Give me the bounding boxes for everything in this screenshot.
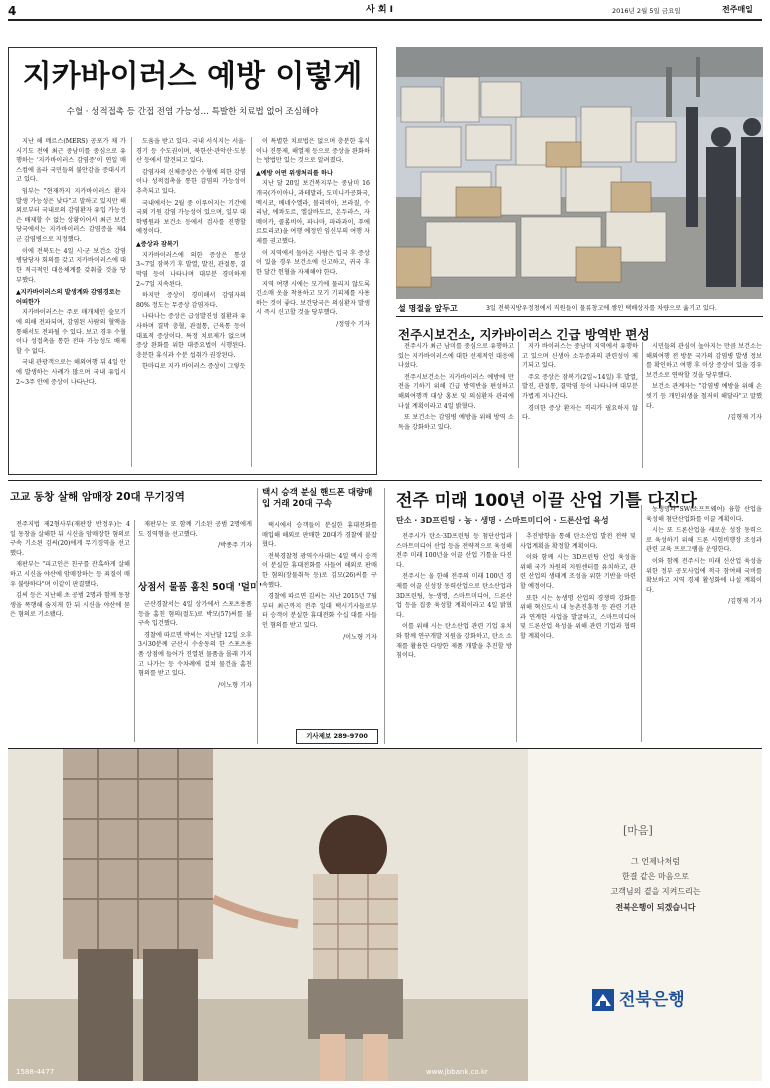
zika-paragraph: 지난 달 20일 보건복지부는 중남미 16개국(가이아나, 과테말라, 도미니카공화국, 멕시코, 베네수엘라, 볼리비아, 브라질, 수리남, 에콰도르, 엘살바도르, 온두라스, 자메이카, 콜롬비아, 파나마, 파라과이, 푸에르토리코)을 여행 예정인 임신부의 여행 자제를 권고했다. xyxy=(256,180,370,246)
photo-illustration xyxy=(396,47,763,299)
section-rule xyxy=(396,316,763,317)
murder-paragraph: 전주지법 제2형사부(재판장 반정우)는 4일 동창을 살해한 뒤 시신을 암매장한 혐의로 구속 기소된 김씨(20)에게 무기징역을 선고했다. xyxy=(10,521,130,557)
zika-paragraph: 이 지역에서 돌아온 사람은 입국 후 증상이 있을 경우 보건소에 신고하고, 귀국 후 한 달간 헌혈을 자제해야 한다. xyxy=(256,249,370,276)
ad-line: 고객님의 곁을 지켜드리는 xyxy=(610,887,701,897)
zika-paragraph: 국내 관광객으로는 해외여행 뒤 4일 안에 발생하는 사례가 많으며 국내 유입시 2~3주 안에 증상이 나타난다. xyxy=(16,359,126,386)
zika-paragraph: 이 특별한 치료법은 없으며 충분한 휴식이나 진통제, 해열제 등으로 증상을 완화하는 방법만 있는 것으로 알려졌다. xyxy=(256,138,370,165)
bank-logo-icon xyxy=(592,989,614,1011)
news-photo xyxy=(396,47,763,299)
health-paragraph: 또 보건소는 감염병 예방을 위해 방역 소독을 강화하고 있다. xyxy=(398,414,514,431)
photo-caption-title: 설 명절을 앞두고 xyxy=(398,304,458,313)
taxi-paragraph: 택시에서 승객들이 분실한 휴대전화를 매입해 해외로 판매한 20대가 경찰에 붙잡혔다. xyxy=(262,522,377,549)
middle-rule xyxy=(8,480,762,481)
theft-column xyxy=(138,600,252,744)
taxi-paragraph: 전북경찰청 광역수사대는 4일 택시 승객이 분실한 휴대전화를 사들여 해외로 판매한 혐의(장물취득 등)로 김모(26)씨를 구속했다. xyxy=(262,552,377,589)
zika-column-3 xyxy=(256,137,370,469)
murder-column-2 xyxy=(138,520,252,570)
industry-paragraph: 전주시가 탄소·3D프린팅 등 첨단산업과 스마트미디어 산업 등을 전략적으로 육성해 전주 미래 100년을 이끌 산업 기틀을 다진다. xyxy=(396,533,512,569)
zika-paragraph: 임부는 "현재까지 지카바이러스 환자 발생 가능성은 낮다"고 말하고 있지만 해외로부터 국내로의 감염환자 유입 가능성은 배제할 수 없는 상황이어서 최근 보건당국에서는 지카바이러스 감염증을 제4군 감염병으로 지정했다. xyxy=(16,188,126,244)
industry-paragraph: 전주시는 올 한해 전주의 미래 100년 경제를 이끌 신성장 동력산업으로 탄소산업과 3D프린팅, 농·생명, 스마트미디어, 드론산업 등을 집중 육성할 계획이라고 4일 밝혔다. xyxy=(396,573,512,619)
column-divider xyxy=(642,342,643,468)
industry-column-2 xyxy=(520,532,636,744)
ad-heading: [마음] xyxy=(623,824,653,837)
zika-paragraph: 지카바이러스에 의한 증상은 통상 3~7일 잠복기 후 발열, 발진, 관절통, 결막염 등이 나타나며 대부분 경미하게 2~7일 지속된다. xyxy=(136,251,246,288)
zika-subheading: ▲예방 어떤 위생처리를 하나 xyxy=(256,169,333,177)
health-byline: /김형재 기자 xyxy=(728,414,762,422)
zika-paragraph: 한마디로 지카 바이러스 증상이 그렇듯 xyxy=(142,363,246,371)
health-headline: 전주시보건소, 지카바이러스 긴급 방역반 편성 xyxy=(398,327,650,342)
health-paragraph: 보건소 관계자는 "감염병 예방을 위해 손씻기 등 개인위생을 철저히 해달라"고 말했다. xyxy=(646,383,762,410)
murder-byline: /박종주 기자 xyxy=(218,542,252,550)
theft-headline: 상점서 물품 훔친 50대 '덜미' xyxy=(138,582,263,593)
column-divider xyxy=(516,532,517,742)
industry-paragraph: 이와 함께 전주시는 미래 신산업 육성을 위한 정부 공모사업에 적극 참여해 국비를 확보하고 지역 경제 활성화에 나설 계획이다. xyxy=(646,558,762,594)
industry-paragraph: 이와 함께 시는 3D프린팅 산업 육성을 위해 국가 차원의 지원센터를 유치하고, 관련 산업의 생태계 조성을 위한 기반을 마련할 예정이다. xyxy=(520,554,636,591)
health-paragraph: 전주시보건소는 지카바이러스 예방에 만전을 기하기 위해 긴급 방역반을 편성하고 해외여행객 대상 홍보 및 의심환자 관리에 나설 계획이라고 4일 밝혔다. xyxy=(398,373,514,410)
column-divider xyxy=(641,505,642,742)
bank-logo xyxy=(592,987,685,1013)
zika-column-2 xyxy=(136,137,246,469)
ad-photo-illustration xyxy=(8,749,762,1081)
health-paragraph: 주요 증상은 잠복기(2일~14일) 후 발열, 발진, 관절통, 결막염 등이 나타나며 대부분 가볍게 지나간다. xyxy=(522,373,638,401)
column-divider xyxy=(251,137,252,467)
column-divider xyxy=(131,137,132,467)
murder-paragraph: 재판부는 또 함께 기소된 공범 2명에게도 징역형을 선고했다. xyxy=(138,521,252,538)
industry-paragraph: 추진방향을 통해 탄소산업 발전 전략 및 사업계획을 확정할 계획이다. xyxy=(520,533,636,550)
industry-subheadline: 탄소 · 3D프린팅 · 농 · 생명 · 스마트미디어 · 드론산업 육성 xyxy=(396,516,609,525)
ad-copy xyxy=(568,854,743,915)
zika-paragraph: 지역 여행 시에는 모기에 물리지 않도록 긴소매 옷을 착용하고 모기 기피제를 사용하는 것이 좋다. 보건당국은 의심환자 발생 시 즉시 신고할 것을 당부했다. xyxy=(256,280,370,317)
column-divider xyxy=(134,520,135,742)
ad-line: 한결 같은 마음으로 xyxy=(622,872,689,882)
bank-advertisement xyxy=(8,748,762,1081)
zika-paragraph: 지카바이러스는 주로 매개체인 숲모기에 의해 전파되며, 감염된 사람의 혈액을 통해서도 전파될 수 있다. 보고 경우 수혈이나 성접촉을 통한 전파 가능성도 배제할 수 없다. xyxy=(16,309,126,355)
health-column-3 xyxy=(646,342,762,470)
zika-paragraph: 감염자의 신체증상은 수혈에 의한 감염이나 성적접촉을 통한 감염의 가능성이 추측되고 있다. xyxy=(136,168,246,196)
industry-paragraph: 시는 또 드론산업을 새로운 성장 동력으로 육성하기 위해 드론 시험비행장 조성과 관련 교육 프로그램을 운영한다. xyxy=(646,527,762,554)
zika-paragraph: 하지만 증상이 경미해서 감염자의 80% 정도는 무증상 감염자다. xyxy=(136,292,246,309)
zika-headline: 지카바이러스 예방 이렇게 xyxy=(22,59,363,94)
zika-byline: /정영수 기자 xyxy=(336,320,370,328)
zika-subheadline: 수혈 · 성적접촉 등 간접 전염 가능성… 특발한 치료법 없어 조심해야 xyxy=(66,107,319,117)
ad-line: 그 언제나처럼 xyxy=(631,857,680,866)
health-paragraph: 전주시가 최근 남미를 중심으로 유행하고 있는 지카바이러스에 대한 선제적인 대응에 나섰다. xyxy=(398,343,514,370)
theft-paragraph: 경찰에 따르면 박씨는 지난달 12일 오후 3시30분께 군산시 수송동의 한 스포츠용품 상점에 들어가 진열된 물품을 몰래 가지고 나가는 등 수차례에 걸쳐 물건을 훔친 혐의를 받고 있다. xyxy=(138,631,252,678)
newspaper-name: 전주매일 xyxy=(722,5,753,14)
murder-column-1 xyxy=(10,520,130,742)
taxi-byline: /이노형 기자 xyxy=(343,633,377,641)
photo-caption: 3일 전북지방우정청에서 직원들이 물류창고에 쌓인 택배상자를 차량으로 옮기고 있다. xyxy=(486,305,717,312)
zika-paragraph: 이에 전북도는 4일 시·군 보건소 감염병담당자 회의를 갖고 지카바이러스에 대한 적극적인 대응체계를 갖춰줄 것을 당부했다. xyxy=(16,247,126,284)
industry-paragraph: 또한 시는 농생명 산업의 경쟁력 강화를 위해 혁신도시 내 농촌진흥청 등 관련 기관과 연계한 사업을 발굴하고, 스마트미디어 및 드론산업 육성을 위해 관련 기업과 협력할 계획이다. xyxy=(520,594,636,641)
column-divider xyxy=(257,488,258,744)
zika-paragraph: 도움을 받고 있다. 국내 서식지는 서울·경기 등 수도권이며, 북한산·관악산·도봉산 등에서 발견되고 있다. xyxy=(136,138,246,165)
taxi-headline: 택시 승객 분실 핸드폰 대량매입 거래 20대 구속 xyxy=(262,488,373,510)
zika-paragraph: 지난 해 메르스(MERS) 공포가 채 가시기도 전에 최근 중남미를 중심으로 유행하는 '지카바이러스 감염증'이 연일 매스컴에 올라 국민들의 불안감을 증대시키고 있다. xyxy=(16,138,126,184)
industry-column-1 xyxy=(396,532,512,744)
industry-headline: 전주 미래 100년 이끌 산업 기틀 다진다 xyxy=(396,491,697,511)
ad-line: 전북은행이 되겠습니다 xyxy=(615,901,696,912)
header-rule xyxy=(8,19,762,21)
zika-column-1 xyxy=(16,137,126,469)
taxi-column xyxy=(262,521,377,721)
section-label: 사 회 I xyxy=(366,5,394,15)
health-paragraph: 시민들의 관심이 높아지는 만큼 보건소는 해외여행 전 방문 국가의 감염병 발생 정보를 확인하고 여행 후 이상 증상이 있을 경우 보건소로 연락할 것을 당부했다. xyxy=(646,343,762,379)
health-paragraph: 경미한 증상 환자는 격리가 필요하지 않다. xyxy=(522,404,638,422)
theft-paragraph: 군산경찰서는 4일 상가에서 스포츠용품 등을 훔친 혐의(절도)로 박모(57)씨를 불구속 입건했다. xyxy=(138,601,252,628)
issue-date: 2016년 2월 5일 금요일 xyxy=(612,7,681,15)
health-column-1 xyxy=(398,342,514,470)
page-number: 4 xyxy=(8,4,17,18)
bank-name: 전북은행 xyxy=(619,990,685,1010)
murder-paragraph: 재판부는 "피고인은 친구를 잔혹하게 살해하고 시신을 야산에 암매장하는 등 죄질이 매우 불량하다"며 이같이 판결했다. xyxy=(10,561,130,588)
bank-phone: 1588-4477 xyxy=(16,1068,55,1076)
theft-byline: /이노형 기자 xyxy=(218,681,252,689)
industry-column-3 xyxy=(646,505,762,744)
industry-paragraph: 이를 위해 시는 탄소산업 관련 기업 유치와 함께 연구개발 지원을 강화하고, 탄소 소재를 활용한 다양한 제품 개발을 추진할 방침이다. xyxy=(396,623,512,660)
zika-subheading: ▲지카바이러스의 발생계와 감염경로는 어떠한가 xyxy=(16,289,121,306)
zika-paragraph: 국내에서는 2월 중 이루어지는 기간에 국외 기원 감염 가능성이 있으며, 일부 대학병원과 보건소 등에서 검사를 진행할 예정이다. xyxy=(136,199,246,236)
news-tip-box: 기사제보 289-9700 xyxy=(296,729,378,744)
murder-paragraph: 김씨 등은 지난해 초 공범 2명과 함께 동창생을 폭행해 숨지게 한 뒤 시신을 야산에 묻은 혐의로 기소됐다. xyxy=(10,592,130,619)
zika-paragraph: 나타나는 증상은 급성발진성 질환과 유사하며 결막 충혈, 관절통, 근육통 등이 대표적 증상이다. 특정 치료제가 없으며 증상 완화를 위한 대증요법이 시행된다. 충분한 휴식과 수분 섭취가 권장된다. xyxy=(136,313,246,359)
bank-website: www.jbbank.co.kr xyxy=(426,1068,488,1076)
zika-subheading: ▲증상과 잠복기 xyxy=(136,241,179,249)
industry-byline: /김형재 기자 xyxy=(728,598,762,606)
health-paragraph: 지카 바이러스는 중남미 지역에서 유행하고 있으며 신생아 소두증과의 관련성이 제기되고 있다. xyxy=(522,343,638,370)
murder-headline: 고교 동창 살해 암매장 20대 무기징역 xyxy=(10,491,185,503)
industry-paragraph: 농생명과 SW(소프트웨어) 융합 산업을 육성해 첨단산업화를 이끌 계획이다. xyxy=(646,506,762,523)
health-column-2 xyxy=(522,342,638,470)
taxi-paragraph: 경찰에 따르면 김씨는 지난 2015년 7월부터 최근까지 전주 일대 택시기사들로부터 승객이 분실한 휴대전화 수십 대를 사들인 혐의를 받고 있다. xyxy=(262,593,377,630)
column-divider xyxy=(384,488,385,744)
column-divider xyxy=(518,342,519,468)
